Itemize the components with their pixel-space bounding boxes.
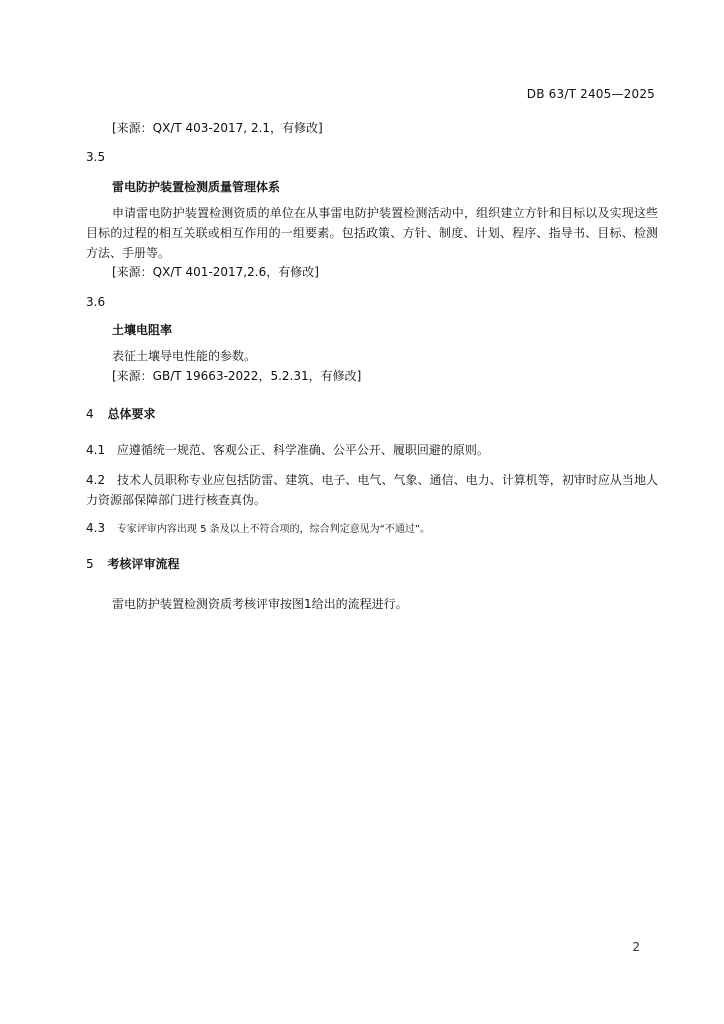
section-5-number: 5 — [86, 557, 94, 571]
clause-4-2 — [86, 470, 658, 510]
source-note-1: [来源：QX/T 403-2017, 2.1，有修改] — [112, 121, 323, 135]
page-number: 2 — [632, 940, 640, 954]
clause-4-3-number: 4.3 — [86, 521, 106, 535]
clause-4-3-text: 专家评审内容出现 5 条及以上不符合项的，综合判定意见为“不通过”。 — [116, 524, 431, 535]
section-4-title: 总体要求 — [107, 407, 156, 421]
section-4-number: 4 — [86, 407, 94, 421]
clause-4-2-text: 技术人员职称专业应包括防雷、建筑、电子、电气、气象、通信、电力、计算机等，初审时应从当地人力资源部保障部门进行核查真伪。 — [86, 473, 658, 507]
section-4-heading — [86, 404, 658, 424]
clause-4-3 — [86, 518, 658, 540]
clause-3-5-definition: 申请雷电防护装置检测资质的单位在从事雷电防护装置检测活动中，组织建立方针和目标以及实现这些目标的过程的相互关联或相互作用的一组要素。包括政策、方针、制度、计划、程序、指导书、目标、检测方法、手册等。 — [86, 206, 658, 260]
clause-3-5-source: [来源：QX/T 401-2017,2.6，有修改] — [112, 265, 319, 279]
section-5-text: 雷电防护装置检测资质考核评审按图1给出的流程进行。 — [112, 597, 408, 611]
clause-3-5-number: 3.5 — [86, 150, 106, 164]
clause-4-2-number: 4.2 — [86, 473, 106, 487]
clause-3-6-source: [来源：GB/T 19663-2022，5.2.31，有修改] — [112, 369, 362, 383]
clause-4-1 — [86, 440, 658, 460]
clause-4-1-number: 4.1 — [86, 443, 106, 457]
clause-3-5-term: 雷电防护装置检测质量管理体系 — [112, 180, 281, 194]
document-id-header: DB 63/T 2405—2025 — [526, 87, 655, 101]
clause-3-6-definition: 表征土壤导电性能的参数。 — [112, 349, 257, 363]
clause-4-1-text: 应遵循统一规范、客观公正、科学准确、公平公开、履职回避的原则。 — [116, 443, 489, 457]
clause-3-6-term: 土壤电阻率 — [112, 323, 173, 337]
section-5-title: 考核评审流程 — [107, 557, 180, 571]
section-5-heading — [86, 554, 658, 574]
clause-3-6-number: 3.6 — [86, 295, 106, 309]
